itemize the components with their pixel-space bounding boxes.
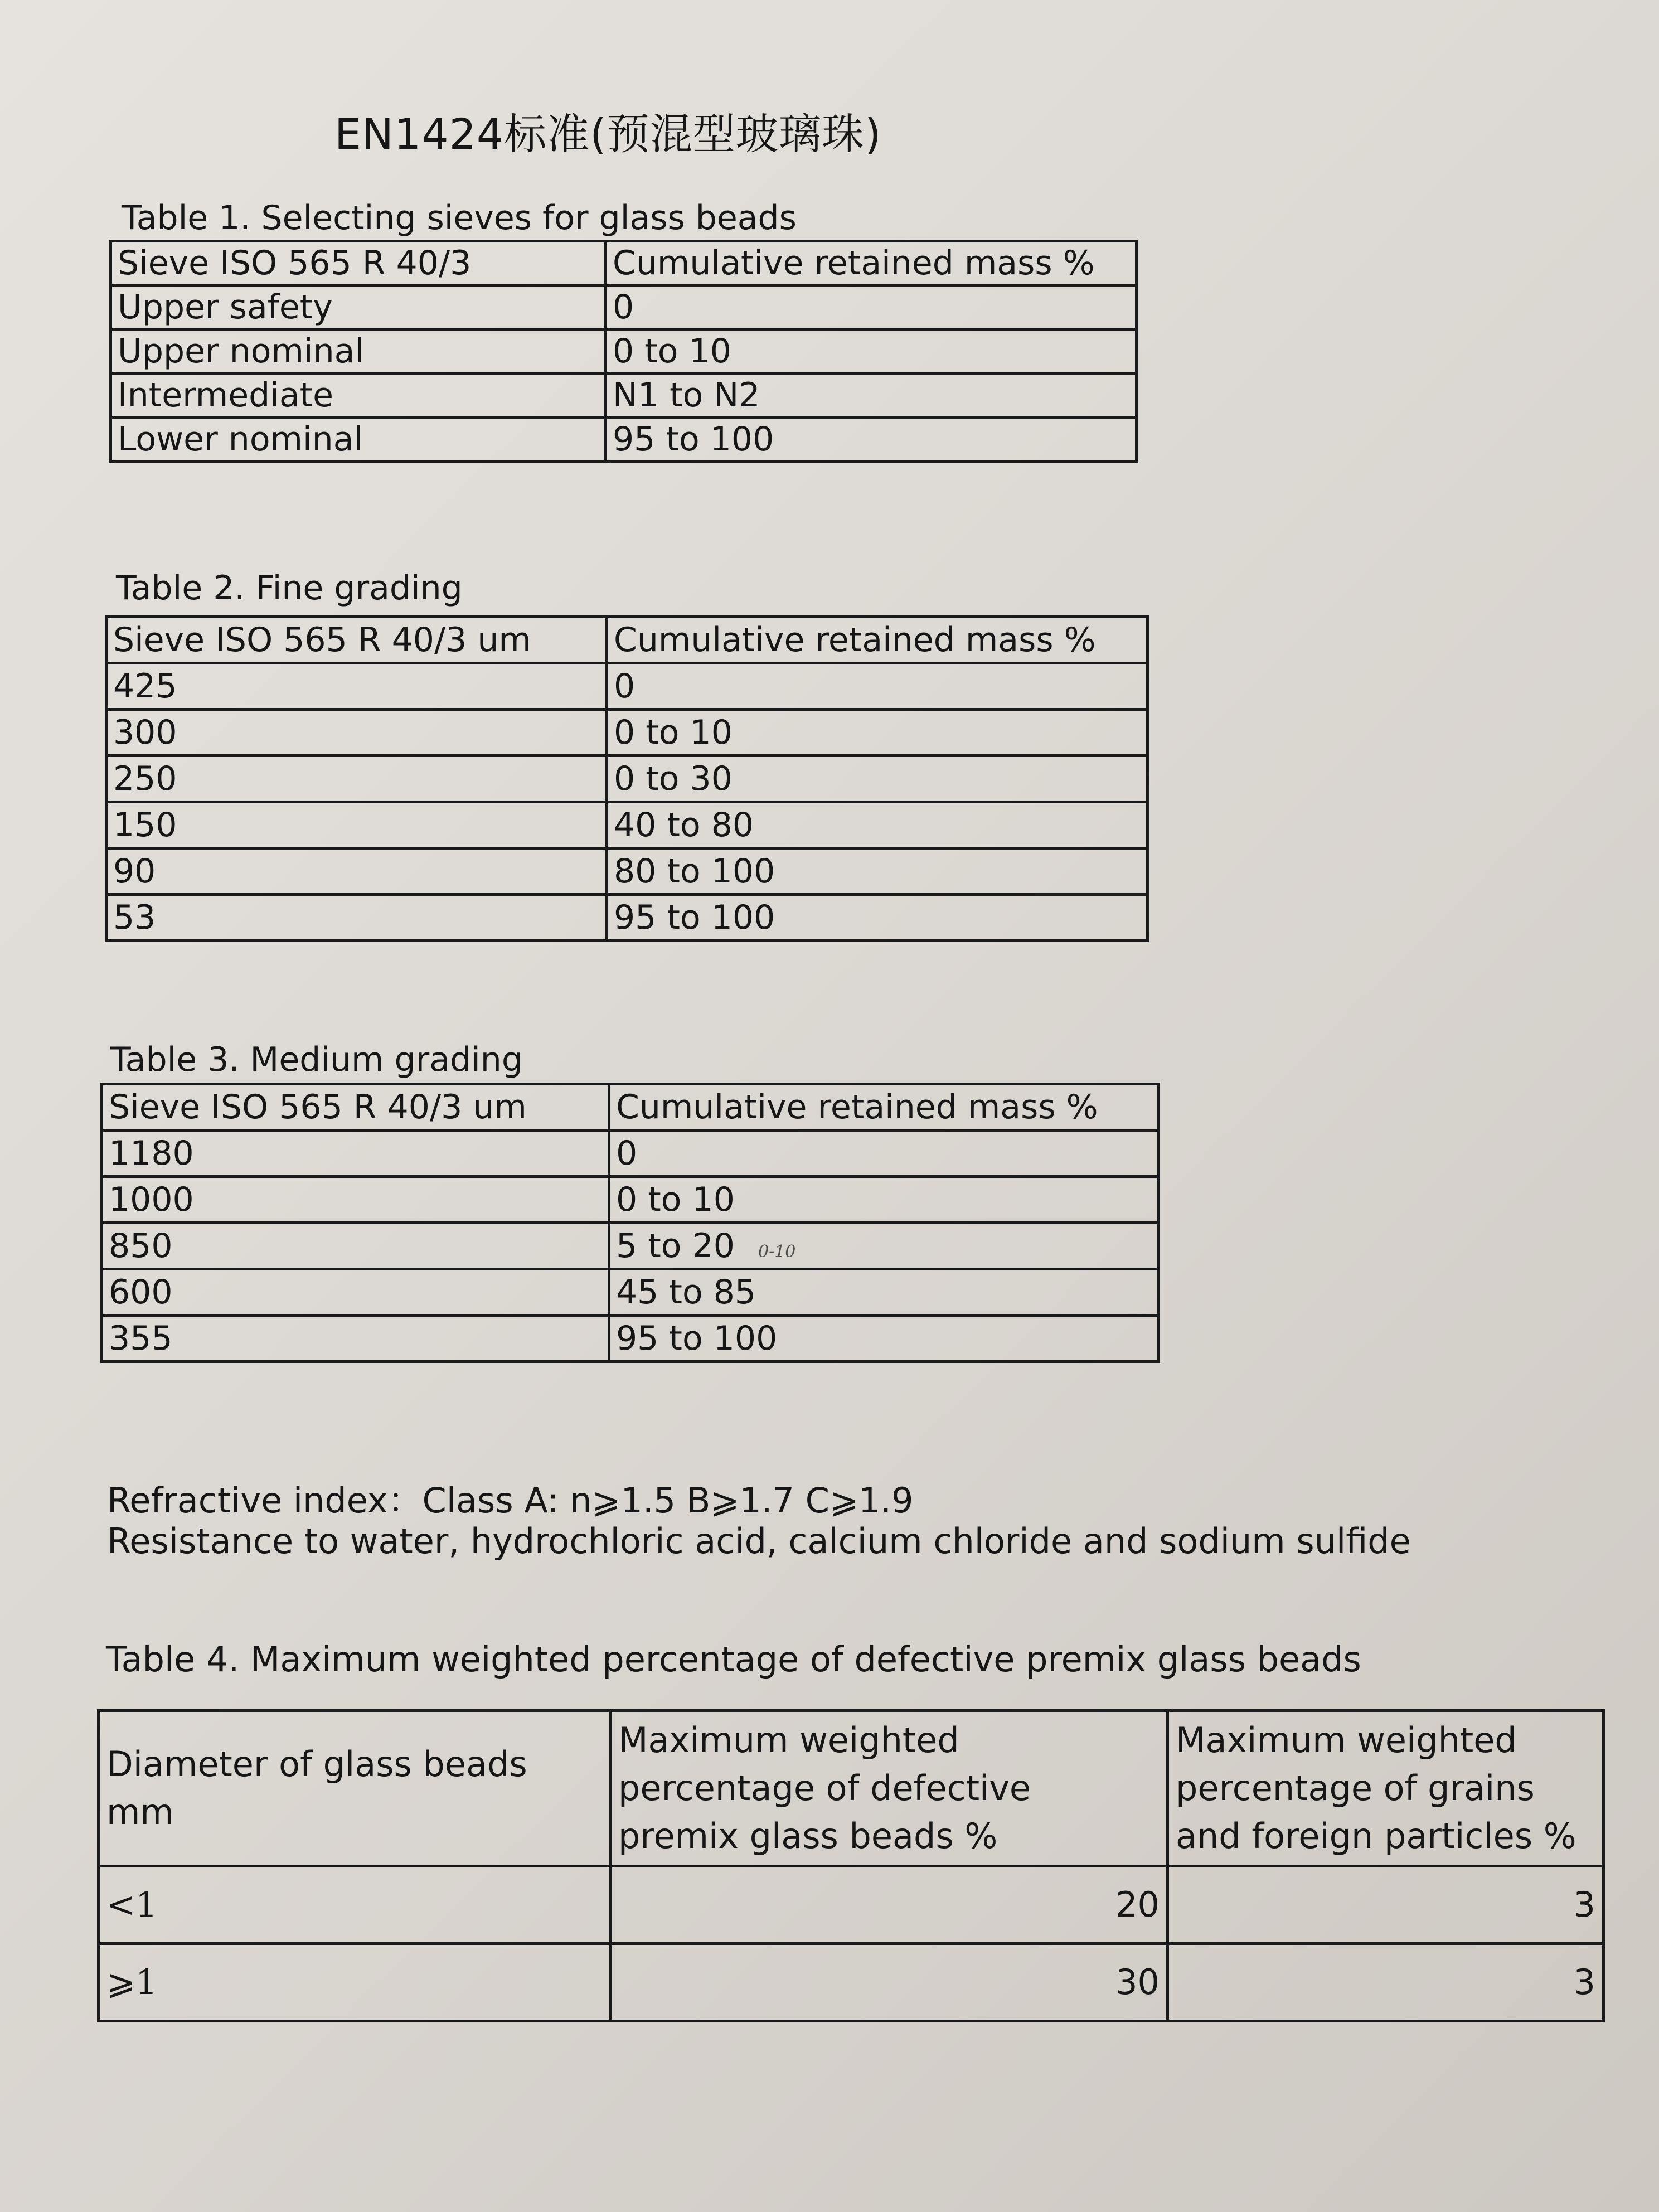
table-cell: 600 (102, 1269, 609, 1316)
table2-caption: Table 2. Fine grading (116, 569, 463, 608)
table-row (102, 1131, 1159, 1177)
refractive-index-note: Refractive index：Class A: n⩾1.5 B⩾1.7 C⩾1.9 (107, 1480, 914, 1521)
table-header-row (111, 241, 1137, 285)
table-cell: 300 (106, 710, 607, 756)
table-header-row (99, 1711, 1604, 1866)
table-cell: ⩾1 (99, 1944, 610, 2021)
table-row (99, 1944, 1604, 2021)
table4 (97, 1709, 1605, 2022)
table-cell: 355 (102, 1316, 609, 1362)
table-row (99, 1866, 1604, 1944)
table-header-row (102, 1084, 1159, 1131)
table-cell: 1180 (102, 1131, 609, 1177)
table-header-cell: Maximum weighted percentage of grains and foreign particles % (1168, 1711, 1604, 1866)
table-cell: 40 to 80 (607, 802, 1148, 848)
table-cell: 250 (106, 756, 607, 802)
table-cell: 80 to 100 (607, 848, 1148, 895)
table-cell: 5 to 20 (609, 1223, 1159, 1269)
table-row (111, 285, 1137, 329)
table-row (111, 329, 1137, 373)
table-header-cell: Sieve ISO 565 R 40/3 (111, 241, 606, 285)
table-cell: Upper safety (111, 285, 606, 329)
table-cell: 45 to 85 (609, 1269, 1159, 1316)
table-cell: 95 to 100 (609, 1316, 1159, 1362)
table-row (106, 663, 1148, 710)
table-row (106, 710, 1148, 756)
table-cell: 0 (606, 285, 1137, 329)
handwritten-note: 0-10 (758, 1242, 796, 1262)
table-cell: 0 (609, 1131, 1159, 1177)
table-cell: 95 to 100 (607, 895, 1148, 941)
table-row (102, 1177, 1159, 1223)
table-header-cell: Maximum weighted percentage of defective premix glass beads % (610, 1711, 1168, 1866)
table-row (106, 848, 1148, 895)
table-cell: 0 to 30 (607, 756, 1148, 802)
table-header-cell: Diameter of glass beads mm (99, 1711, 610, 1866)
table-header-cell: Cumulative retained mass % (609, 1084, 1159, 1131)
table-cell: 3 (1168, 1866, 1604, 1944)
table-cell: 0 to 10 (606, 329, 1137, 373)
table-cell: 30 (610, 1944, 1168, 2021)
table1 (109, 240, 1138, 463)
table-row (111, 373, 1137, 418)
table-cell: 20 (610, 1866, 1168, 1944)
table-cell: <1 (99, 1866, 610, 1944)
table-row (102, 1316, 1159, 1362)
table-cell: 850 (102, 1223, 609, 1269)
table-cell: 53 (106, 895, 607, 941)
table-cell: 150 (106, 802, 607, 848)
table-cell: Upper nominal (111, 329, 606, 373)
table-row (106, 802, 1148, 848)
table-header-row (106, 617, 1148, 663)
table-cell: Intermediate (111, 373, 606, 418)
table-cell: 425 (106, 663, 607, 710)
table-cell: Lower nominal (111, 418, 606, 462)
table-header-cell: Cumulative retained mass % (607, 617, 1148, 663)
table3-caption: Table 3. Medium grading (110, 1040, 523, 1079)
table-header-cell: Sieve ISO 565 R 40/3 um (106, 617, 607, 663)
table-cell: 0 to 10 (609, 1177, 1159, 1223)
table-cell: 0 to 10 (607, 710, 1148, 756)
table-cell: 3 (1168, 1944, 1604, 2021)
table-cell: N1 to N2 (606, 373, 1137, 418)
page-title: EN1424标准(预混型玻璃珠) (334, 109, 882, 159)
table1-caption: Table 1. Selecting sieves for glass beads (122, 198, 797, 237)
table2 (105, 615, 1149, 942)
table-cell: 90 (106, 848, 607, 895)
table-row (111, 418, 1137, 462)
table-row (106, 756, 1148, 802)
resistance-note: Resistance to water, hydrochloric acid, calcium chloride and sodium sulfide (107, 1521, 1411, 1561)
table-cell: 95 to 100 (606, 418, 1137, 462)
table-row (106, 895, 1148, 941)
table-row (102, 1223, 1159, 1269)
table4-caption: Table 4. Maximum weighted percentage of defective premix glass beads (106, 1639, 1361, 1680)
table3 (100, 1083, 1160, 1363)
table-cell: 0 (607, 663, 1148, 710)
table-header-cell: Cumulative retained mass % (606, 241, 1137, 285)
table-row (102, 1269, 1159, 1316)
table-cell: 1000 (102, 1177, 609, 1223)
table-header-cell: Sieve ISO 565 R 40/3 um (102, 1084, 609, 1131)
